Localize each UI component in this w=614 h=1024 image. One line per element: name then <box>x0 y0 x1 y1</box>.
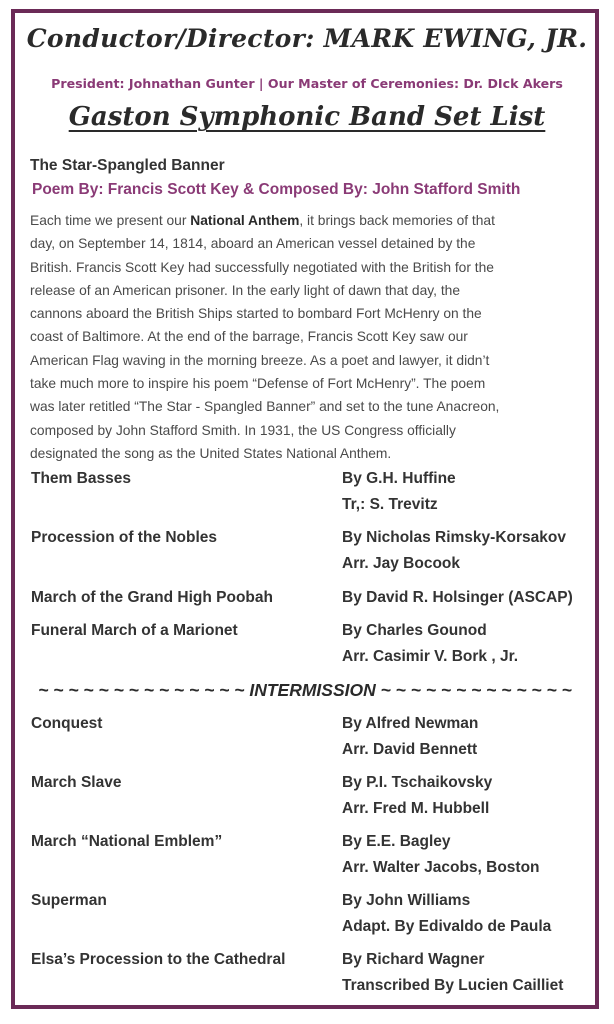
piece-title: Funeral March of a Marionet <box>31 622 238 639</box>
anthem-line: day, on September 14, 1814, aboard an American vessel detained by the <box>30 236 476 252</box>
anthem-line: designated the song as the United States National Anthem. <box>30 445 392 461</box>
piece-credit <box>342 618 518 670</box>
piece-title: Them Basses <box>31 470 131 487</box>
composer: By P.I. Tschaikovsky <box>342 774 493 791</box>
piece-credit <box>342 947 563 999</box>
piece-title: Procession of the Nobles <box>31 529 218 546</box>
composer: By G.H. Huffine <box>342 470 456 487</box>
composer: By Richard Wagner <box>342 951 485 968</box>
piece-title: Conquest <box>31 715 103 732</box>
piece-credit <box>342 829 540 881</box>
anthem-line: cannons aboard the British Ships started to bombard Fort McHenry on the <box>30 306 482 322</box>
piece-title: Superman <box>31 892 107 909</box>
arranger: Arr. Fred M. Hubbell <box>342 800 490 817</box>
officers-line: President: Johnathan Gunter | Our Master of Ceremonies: Dr. DIck Akers <box>51 76 563 91</box>
composer: By Charles Gounod <box>342 622 487 639</box>
piece-title: March Slave <box>31 774 122 791</box>
arranger: Adapt. By Edivaldo de Paula <box>342 918 552 935</box>
arranger: Arr. Casimir V. Bork , Jr. <box>342 648 519 665</box>
composer: By Nicholas Rimsky-Korsakov <box>342 529 566 546</box>
anthem-line: take much more to inspire his poem “Defense of Fort McHenry”. The poem <box>30 376 486 392</box>
anthem-title: The Star-Spangled Banner <box>30 157 225 174</box>
anthem-line: Each time we present our National Anthem, it brings back memories of that <box>30 213 495 228</box>
anthem-line: coast of Baltimore. At the end of the barrage, Francis Scott Key saw our <box>30 329 468 345</box>
page-title: Gaston Symphonic Band Set List <box>68 102 546 132</box>
arranger: Arr. Walter Jacobs, Boston <box>342 859 540 876</box>
composer: By John Williams <box>342 892 471 909</box>
anthem-description <box>30 209 586 465</box>
anthem-line: composed by John Stafford Smith. In 1931, the US Congress officially <box>30 422 456 438</box>
piece-credit <box>342 770 492 822</box>
anthem-line: release of an American prisoner. In the early light of dawn that day, the <box>30 282 461 298</box>
piece-title: March “National Emblem” <box>31 833 223 850</box>
anthem-line: British. Francis Scott Key had successfully negotiated with the British for the <box>30 259 494 275</box>
piece-credit <box>342 888 551 940</box>
conductor-heading: Conductor/Director: MARK EWING, JR. <box>26 24 588 53</box>
arranger: Arr. David Bennett <box>342 741 478 758</box>
piece-credit <box>342 525 566 577</box>
piece-credit <box>342 711 478 763</box>
arranger: Transcribed By Lucien Cailliet <box>342 977 564 994</box>
arranger: Tr,: S. Trevitz <box>342 496 438 513</box>
anthem-credits: Poem By: Francis Scott Key & Composed By: John Stafford Smith <box>32 181 521 198</box>
anthem-line: was later retitled “The Star - Spangled Banner” and set to the tune Anacreon, <box>30 399 500 415</box>
composer: By Alfred Newman <box>342 715 479 732</box>
composer: By E.E. Bagley <box>342 833 451 850</box>
arranger: Arr. Jay Bocook <box>342 555 461 572</box>
composer: By David R. Holsinger (ASCAP) <box>342 589 573 606</box>
piece-credit <box>342 585 573 611</box>
anthem-line: American Flag waving in the morning breeze. As a poet and lawyer, it didn’t <box>30 352 490 368</box>
intermission-divider: ~ ~ ~ ~ ~ ~ ~ ~ ~ ~ ~ ~ ~ ~ INTERMISSION ~ ~ ~ ~ ~ ~ ~ ~ ~ ~ ~ ~ ~ <box>38 680 572 700</box>
piece-title: Elsa’s Procession to the Cathedral <box>31 951 286 968</box>
piece-credit <box>342 466 456 518</box>
piece-title: March of the Grand High Poobah <box>31 589 273 606</box>
